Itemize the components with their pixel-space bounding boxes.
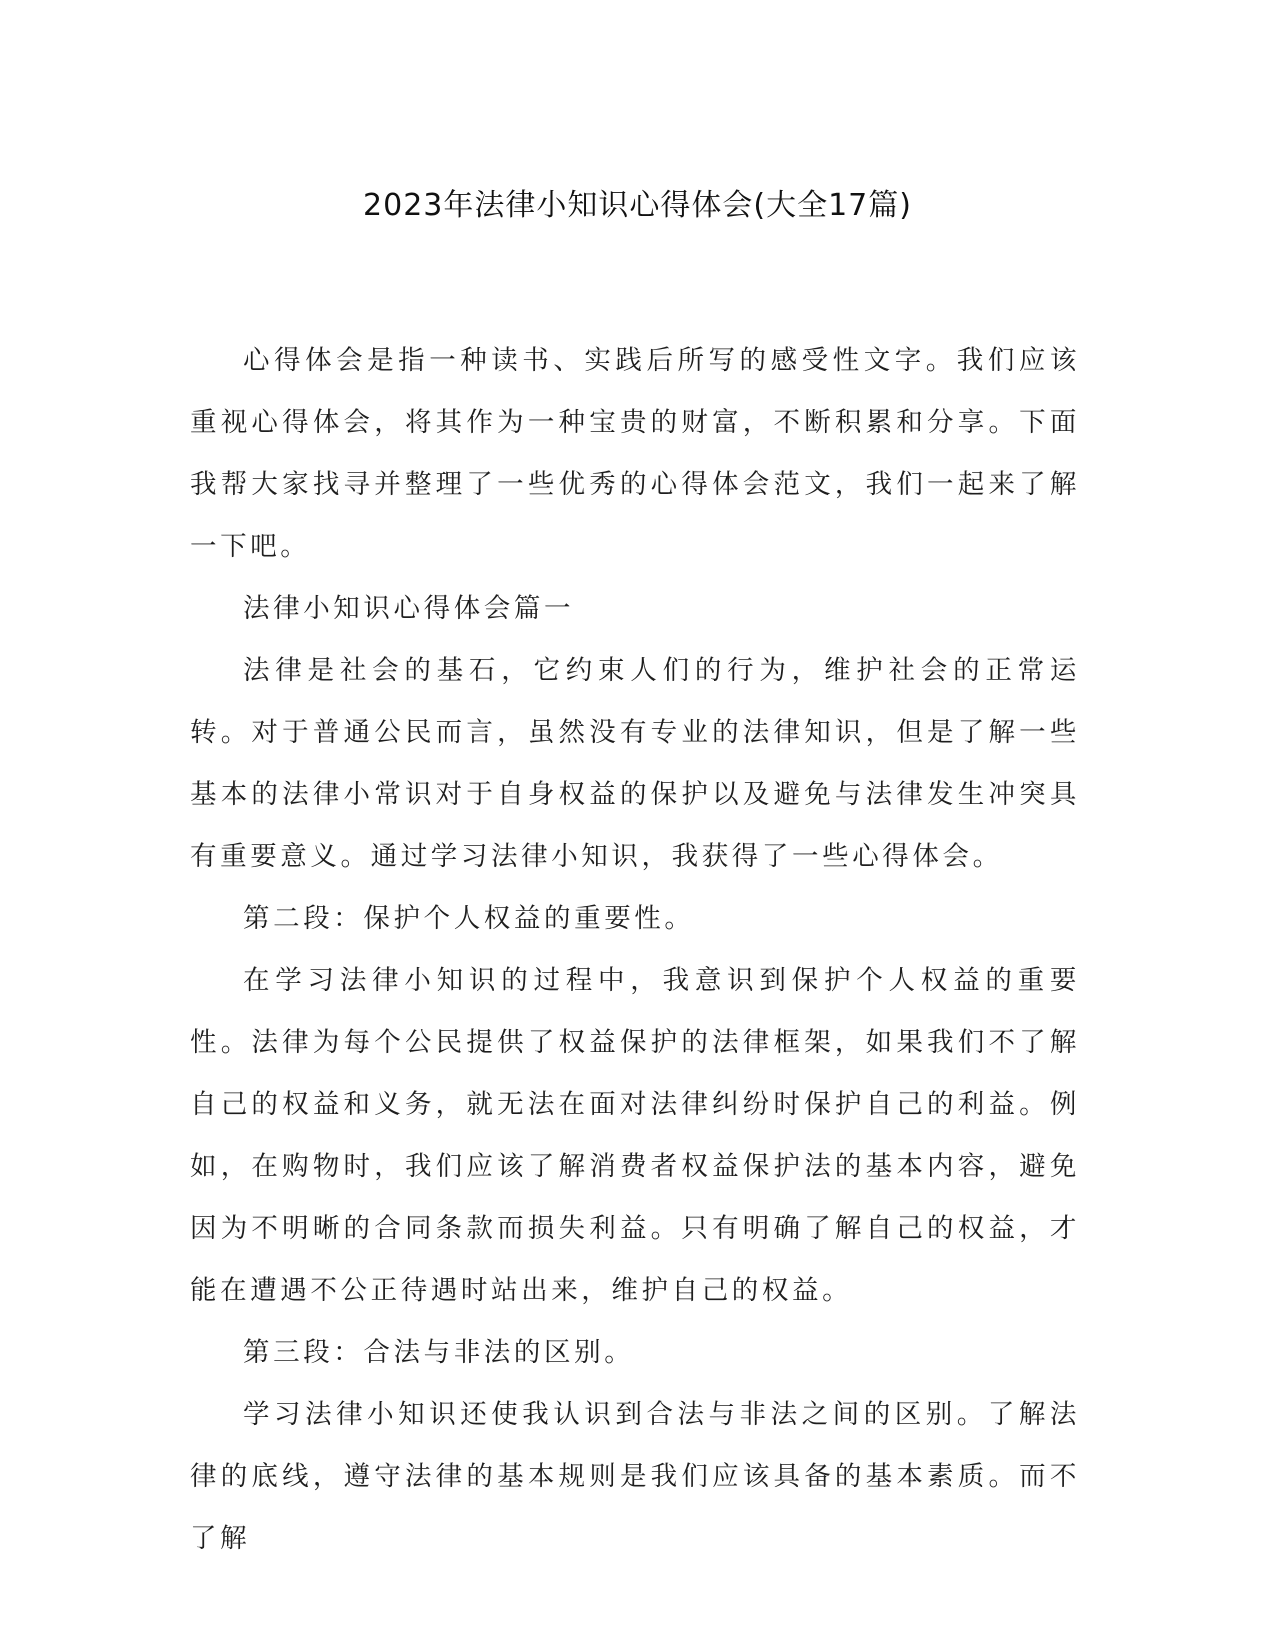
body-paragraph: 法律是社会的基石，它约束人们的行为，维护社会的正常运转。对于普通公民而言，虽然没有专业的法律知识，但是了解一些基本的法律小常识对于自身权益的保护以及避免与法律发生冲突具有重要意义。通过学习法律小知识，我获得了一些心得体会。	[190, 655, 1080, 872]
section-heading-second: 第二段：保护个人权益的重要性。	[243, 903, 695, 934]
intro-paragraph: 心得体会是指一种读书、实践后所写的感受性文字。我们应该重视心得体会，将其作为一种宝贵的财富，不断积累和分享。下面我帮大家找寻并整理了一些优秀的心得体会范文，我们一起来了解一下吧。	[190, 345, 1080, 562]
document-title: 2023年法律小知识心得体会(大全17篇)	[363, 188, 912, 223]
section-heading-part-one: 法律小知识心得体会篇一	[243, 593, 575, 624]
body-paragraph: 学习法律小知识还使我认识到合法与非法之间的区别。了解法律的底线，遵守法律的基本规则是我们应该具备的基本素质。而不了解	[190, 1399, 1080, 1554]
body-paragraph: 在学习法律小知识的过程中，我意识到保护个人权益的重要性。法律为每个公民提供了权益保护的法律框架，如果我们不了解自己的权益和义务，就无法在面对法律纠纷时保护自己的利益。例如，在购物时，我们应该了解消费者权益保护法的基本内容，避免因为不明晰的合同条款而损失利益。只有明确了解自己的权益，才能在遭遇不公正待遇时站出来，维护自己的权益。	[190, 965, 1080, 1306]
document-body	[190, 330, 1080, 1570]
section-heading-third: 第三段：合法与非法的区别。	[243, 1337, 635, 1368]
